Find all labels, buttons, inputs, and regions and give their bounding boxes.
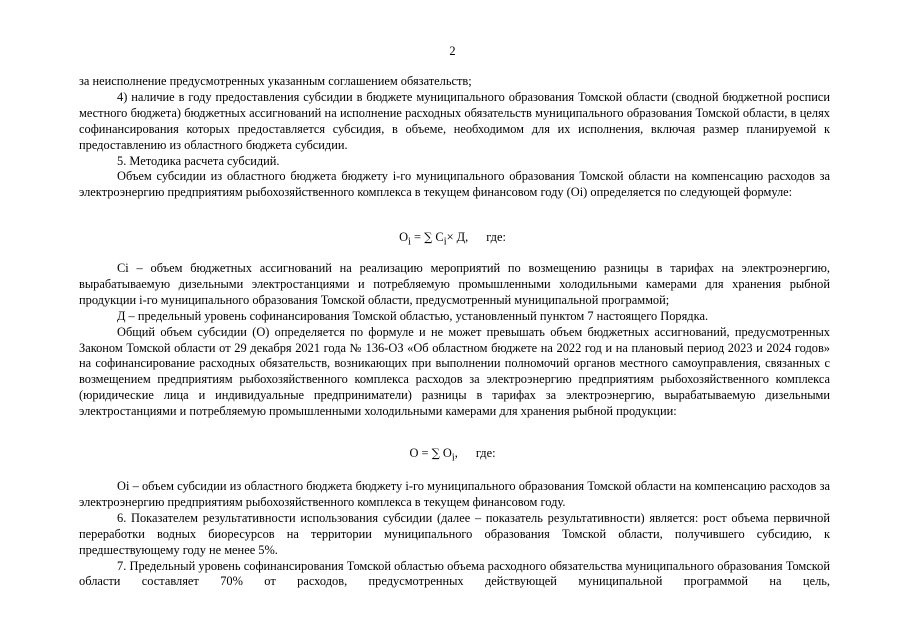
formula-eq: = (418, 446, 432, 460)
formula-o-sub: i (451, 452, 455, 464)
paragraph: 5. Методика расчета субсидий. (117, 153, 280, 168)
formula-comma: , (454, 446, 458, 460)
formula-c-sub: i (443, 236, 447, 248)
paragraph: за неисполнение предусмотренных указанным соглашением обязательств; (79, 74, 472, 88)
formula-c: С (432, 230, 444, 244)
formula-o-term: О (439, 446, 452, 460)
formula-lhs: О (399, 230, 409, 244)
formula-lhs: О (409, 446, 419, 460)
paragraph: Оi – объем субсидии из областного бюджета бюджету i-го муниципального образования Томской области на компенсацию расходов за электроэнергию предприятиям рыбохозяйственного комплекса в текущем финансовом году. (79, 479, 830, 509)
text-block-1 (79, 74, 830, 201)
formula-eq: = (410, 230, 425, 244)
formula-where: где: (475, 446, 496, 460)
page-number: 2 (449, 44, 456, 58)
formula-o (0, 446, 905, 465)
text-block-2 (79, 261, 830, 420)
text-block-3 (79, 479, 830, 590)
paragraph: Объем субсидии из областного бюджета бюджету i-го муниципального образования Томской области на компенсацию расходов за электроэнергию предприятиям рыбохозяйственного комплекса в текущем финансовом году (Оi) определяется по следующей формуле: (79, 169, 830, 200)
paragraph: Общий объем субсидии (О) определяется по формуле и не может превышать объем бюджетных ассигнований, предусмотренных Законом Томской области от 29 декабря 2021 года № 136-ОЗ «Об областном бюджете на 2022 год и на плановый период 2023 и 2024 годов» на софинансирование расходных обязательств, возникающих при выполнении полномочий органов местного самоуправления, связанных с возмещением предприятиям рыбохозяйственного комплекса расходов за электроэнергию предприятиям рыбохозяйственного комплекса (юридические лица и индивидуальные предприниматели) разницы в тарифах за электроэнергию, вырабатываемую дизельными электростанциями и потребляемую промышленными холодильными камерами для хранения рыбной продукции: (79, 324, 830, 419)
formula-where: где: (486, 230, 506, 244)
paragraph: 7. Предельный уровень софинансирования Томской областью объема расходного обязательства муниципального образования Томской области составляет 70% от расходов, предусмотренных действующей муниципальной программой на цель, (79, 558, 830, 589)
paragraph: Д – предельный уровень софинансирования Томской областью, установленный пунктом 7 настоящего Порядка. (117, 308, 709, 323)
sum-symbol: ∑ (431, 446, 440, 460)
sum-symbol: ∑ (424, 230, 433, 244)
formula-lhs-sub: i (408, 236, 411, 248)
formula-mult: × Д, (446, 230, 469, 244)
paragraph: 4) наличие в году предоставления субсидии в бюджете муниципального образования Томской области (сводной бюджетной росписи местного бюджета) бюджетных ассигнований на исполнение расходных обязательств муниципального образования Томской области, в целях софинансирования которых предоставляется субсидия, в объеме, необходимом для их исполнения, включая размер планируемой к предоставлению из областного бюджета субсидии. (79, 89, 830, 152)
formula-oi (0, 230, 905, 249)
paragraph: 6. Показателем результативности использования субсидии (далее – показатель результативности) является: рост объема первичной переработки водных биоресурсов на территории муниципального образования Томской области, получившего субсидию, к предшествующему году не менее 5%. (79, 510, 830, 557)
paragraph: Сi – объем бюджетных ассигнований на реализацию мероприятий по возмещению разницы в тарифах на электроэнергию, вырабатываемую дизельными электростанциями и потребляемую промышленными холодильными камерами для хранения рыбной продукции i-го муниципального образования Томской области, предусмотренный муниципальной программой; (79, 261, 830, 307)
